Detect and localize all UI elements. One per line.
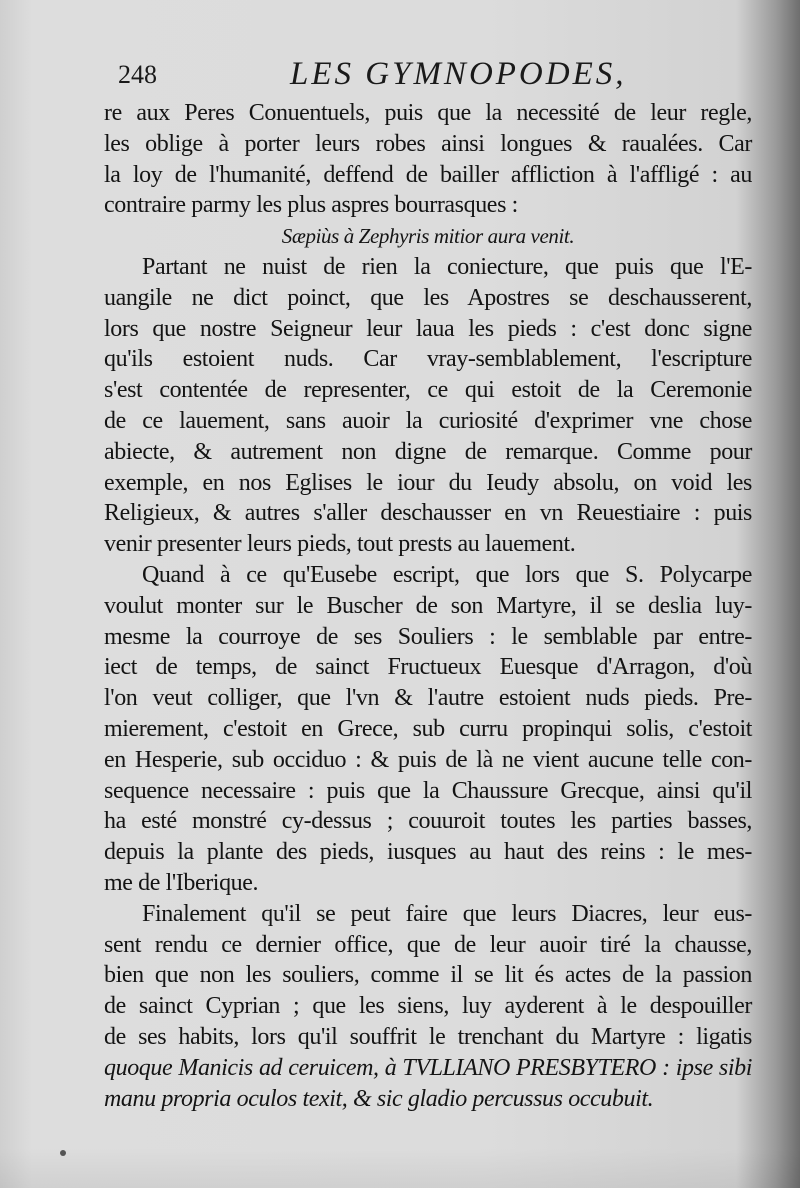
text-line: sequence necessaire : puis que la Chaussure Grecque, ainsi qu'il (104, 777, 752, 804)
text-line: exemple, en nos Eglises le iour du Ieudy absolu, on void les (104, 469, 752, 496)
text-line: Religieux, & autres s'aller deschausser en vn Reuestiaire : puis (104, 500, 752, 527)
text-line: uangile ne dict poinct, que les Apostres se deschausserent, (104, 284, 752, 311)
text-line: mierement, c'estoit en Grece, sub curru propinqui solis, c'estoit (104, 715, 752, 742)
text-line: mesme la courroye de ses Souliers : le semblable par entre- (104, 623, 752, 650)
paragraph-start-line: Partant ne nuist de rien la coniecture, que puis que l'E- (142, 253, 752, 280)
text-line: me de l'Iberique. (104, 869, 259, 896)
text-line: abiecte, & autrement non digne de remarque. Comme pour (104, 438, 752, 465)
paper-speck (60, 1150, 66, 1156)
page-number: 248 (118, 60, 157, 89)
paragraph-start-line: Finalement qu'il se peut faire que leurs Diacres, leur eus- (142, 900, 752, 927)
text-line: ha esté monstré cy-dessus ; couuroit toutes les parties basses, (104, 808, 752, 835)
page-header (118, 56, 738, 96)
text-line: venir presenter leurs pieds, tout prests au lauement. (104, 531, 576, 558)
text-line: re aux Peres Conuentuels, puis que la necessité de leur regle, (104, 100, 752, 126)
verse-quotation: Sæpiùs à Zephyris mitior aura venit. (281, 224, 575, 249)
text-line: de sainct Cyprian ; que les siens, luy ayderent à le despouiller (104, 993, 752, 1020)
text-line: la loy de l'humanité, deffend de bailler affliction à l'affligé : au (104, 161, 752, 188)
text-line: bien que non les souliers, comme il se lit és actes de la passion (104, 962, 752, 989)
latin-quotation-line: quoque Manicis ad ceruicem, à TVLLIANO PRESBYTERO : ipse sibi (104, 1054, 752, 1081)
text-line: les oblige à porter leurs robes ainsi longues & raualées. Car (104, 130, 752, 157)
text-line: contraire parmy les plus aspres bourrasques : (104, 192, 518, 219)
paragraph-start-line: Quand à ce qu'Eusebe escript, que lors que S. Polycarpe (142, 561, 752, 588)
text-line: depuis la plante des pieds, iusques au haut des reins : le mes- (104, 839, 752, 866)
text-line: l'on veut colliger, que l'vn & l'autre estoient nuds pieds. Pre- (104, 685, 752, 712)
latin-quotation-line: manu propria oculos texit, & sic gladio percussus occubuit. (104, 1085, 654, 1112)
text-line: voulut monter sur le Buscher de son Martyre, il se deslia luy- (104, 592, 752, 619)
text-line: en Hesperie, sub occiduo : & puis de là ne vient aucune telle con- (104, 746, 752, 773)
text-line: qu'ils estoient nuds. Car vray-semblablement, l'escripture (104, 346, 752, 373)
text-line: de ses habits, lors qu'il souffrit le trenchant du Martyre : ligatis (104, 1023, 752, 1050)
text-line: s'est contentée de representer, ce qui estoit de la Ceremonie (104, 377, 752, 404)
text-line: lors que nostre Seigneur leur laua les pieds : c'est donc signe (104, 315, 752, 342)
text-line: iect de temps, de sainct Fructueux Euesque d'Arragon, d'où (104, 654, 752, 681)
running-title: LES GYMNOPODES, (290, 56, 627, 92)
body-text (104, 98, 752, 1114)
text-line: de ce lauement, sans auoir la curiosité d'exprimer vne chose (104, 407, 752, 434)
text-line: sent rendu ce dernier office, que de leur auoir tiré la chausse, (104, 931, 752, 958)
